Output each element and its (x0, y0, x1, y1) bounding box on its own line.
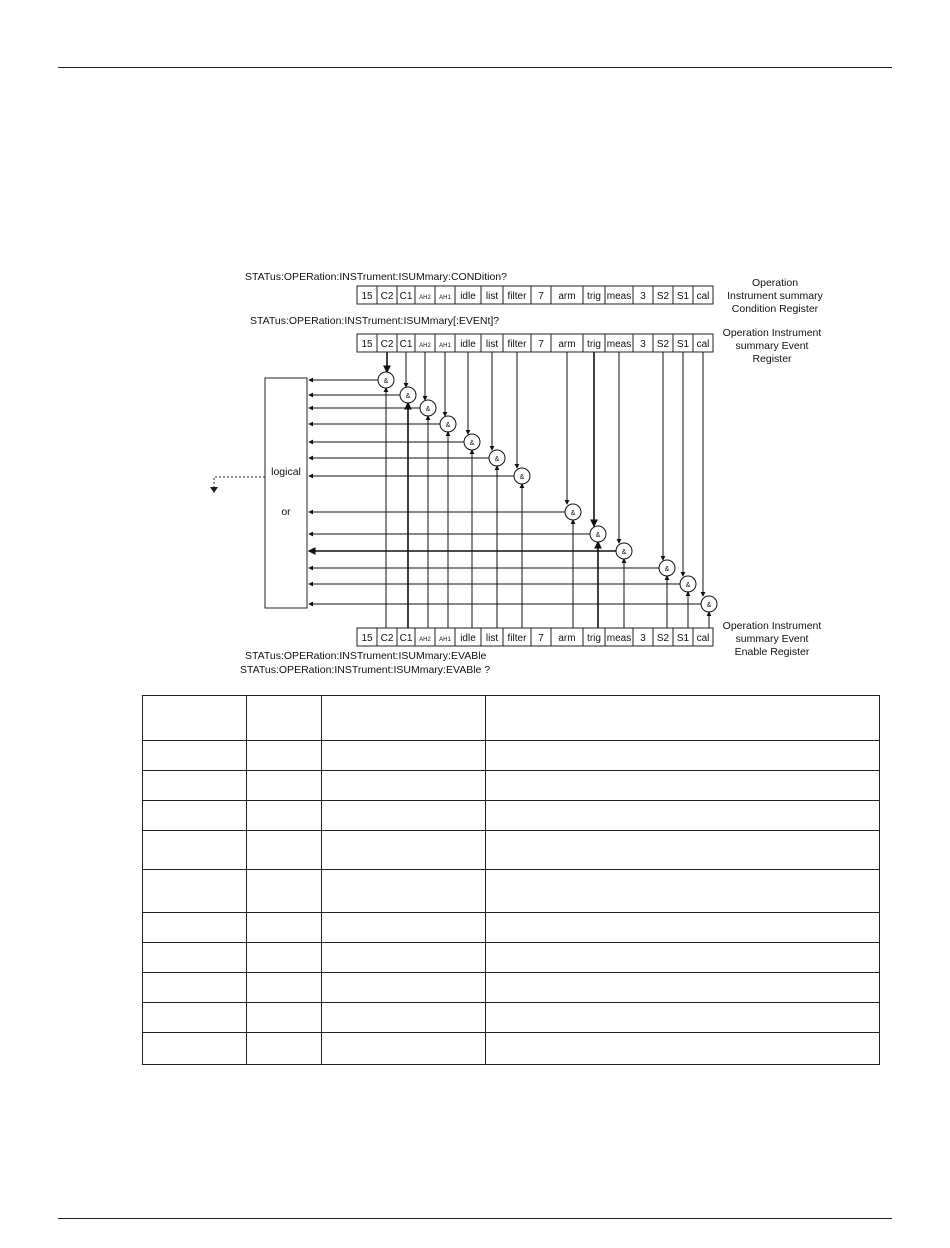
summary-output-line (214, 477, 265, 488)
condition-query-text: STATus:OPERation:INSTrument:ISUMmary:CONDition? (245, 271, 507, 283)
bit-label: 7 (538, 339, 544, 350)
bit-label: C2 (380, 291, 394, 302)
bit-label: 3 (640, 291, 646, 302)
bit-label: 15 (361, 633, 373, 644)
table-cell (143, 1033, 247, 1065)
condition-register-bit-5 (455, 286, 481, 304)
and-symbol: & (706, 602, 712, 609)
bit-label: arm (558, 291, 576, 302)
table-header-row (143, 696, 880, 741)
bit-label: C2 (380, 633, 394, 644)
enable-register-bit-11 (605, 628, 633, 646)
bit-label: 7 (538, 291, 544, 302)
bit-label: cal (696, 291, 710, 302)
bit-label: C1 (399, 291, 413, 302)
and-gates (378, 372, 717, 612)
bit-label: cal (696, 339, 710, 350)
bit-label: arm (558, 633, 576, 644)
table-cell (247, 801, 322, 831)
event-register-bit-8 (531, 334, 551, 352)
table-cell (143, 696, 247, 741)
event-register-bit-13 (653, 334, 673, 352)
and-symbol: & (595, 532, 601, 539)
bit-label: trig (587, 339, 601, 350)
condition-register-bit-1 (377, 286, 397, 304)
event-register-bit-4 (435, 334, 455, 352)
and-gate-S1 (680, 576, 696, 592)
table-cell (486, 870, 880, 913)
condition-register-bit-7 (503, 286, 531, 304)
bit-label: AH1 (439, 295, 451, 301)
table-cell (143, 870, 247, 913)
table-cell (322, 741, 486, 771)
event-register-bit-6 (481, 334, 503, 352)
enable-register-bit-10 (583, 628, 605, 646)
event-register-bit-11 (605, 334, 633, 352)
table-cell (143, 1003, 247, 1033)
table-cell (143, 943, 247, 973)
condition-register-bit-10 (583, 286, 605, 304)
condition-register-bit-12 (633, 286, 653, 304)
table-cell (322, 1033, 486, 1065)
bit-label: 15 (361, 339, 373, 350)
bit-label: C2 (380, 339, 394, 350)
table-row (143, 741, 880, 771)
enable-register-bit-7 (503, 628, 531, 646)
bit-label: arm (558, 339, 576, 350)
logical-or-block (265, 378, 307, 608)
table-cell (247, 1033, 322, 1065)
bit-label: AH2 (419, 637, 431, 643)
table-cell (486, 771, 880, 801)
and-symbol: & (570, 510, 576, 517)
condition-register-bit-6 (481, 286, 503, 304)
and-gate-idle (464, 434, 480, 450)
enable-query-text: STATus:OPERation:INSTrument:ISUMmary:EVABle ? (240, 664, 491, 676)
registers (357, 286, 713, 646)
and-gate-filter (514, 468, 530, 484)
table-cell (143, 801, 247, 831)
and-gate-meas (616, 543, 632, 559)
table-cell (486, 913, 880, 943)
condition-register-bit-15 (693, 286, 713, 304)
table-cell (486, 741, 880, 771)
bit-label: C1 (399, 339, 413, 350)
bit-label: S1 (676, 633, 690, 644)
enable-register-label-3: Enable Register (734, 646, 810, 658)
event-register-bit-9 (551, 334, 583, 352)
enable-register-bit-1 (377, 628, 397, 646)
bit-label: list (485, 633, 499, 644)
and-symbol: & (383, 378, 389, 385)
bit-label: meas (606, 633, 632, 644)
condition-register-bit-14 (673, 286, 693, 304)
bit-label: 3 (640, 339, 646, 350)
and-gate-cal (701, 596, 717, 612)
bit-label: list (485, 291, 499, 302)
bit-label: S1 (676, 291, 690, 302)
bit-label: idle (460, 339, 476, 350)
bit-label: trig (587, 291, 601, 302)
and-symbol: & (425, 406, 431, 413)
table-cell (486, 973, 880, 1003)
footer-rule (58, 1218, 892, 1219)
condition-register-label: Operation (751, 277, 799, 289)
condition-register-bit-0 (357, 286, 377, 304)
condition-register-bit-2 (397, 286, 415, 304)
bit-label: C1 (399, 633, 413, 644)
table-row (143, 1003, 880, 1033)
table-cell (486, 1003, 880, 1033)
enable-register-bit-13 (653, 628, 673, 646)
table-cell (247, 696, 322, 741)
and-symbol: & (519, 474, 525, 481)
table-cell (247, 771, 322, 801)
table-cell (247, 1003, 322, 1033)
condition-register (357, 286, 713, 304)
table-cell (247, 913, 322, 943)
signal-wires (309, 352, 709, 628)
bit-table (142, 695, 880, 1065)
table-cell (143, 973, 247, 1003)
condition-register-label-2: Instrument summary (727, 290, 823, 302)
event-register-bit-14 (673, 334, 693, 352)
event-register-bit-12 (633, 334, 653, 352)
enable-register-bit-4 (435, 628, 455, 646)
table-cell (143, 741, 247, 771)
table-row (143, 870, 880, 913)
table-row (143, 1033, 880, 1065)
table-row (143, 943, 880, 973)
table-cell (322, 870, 486, 913)
table-cell (143, 771, 247, 801)
table-row (143, 973, 880, 1003)
condition-register-label-3: Condition Register (731, 303, 819, 315)
bit-label: idle (460, 633, 476, 644)
event-register-bit-2 (397, 334, 415, 352)
table-cell (322, 831, 486, 870)
table-cell (322, 1003, 486, 1033)
bit-label: AH1 (439, 343, 451, 349)
table-cell (486, 801, 880, 831)
table-row (143, 913, 880, 943)
enable-register-bit-0 (357, 628, 377, 646)
bit-label: filter (507, 291, 527, 302)
table-row (143, 771, 880, 801)
bit-label: S2 (656, 291, 670, 302)
event-register-label-2: summary Event (735, 340, 809, 352)
table-cell (322, 913, 486, 943)
event-register-label: Operation Instrument (722, 327, 822, 339)
and-gate-arm (565, 504, 581, 520)
and-symbol: & (494, 456, 500, 463)
event-register-bit-3 (415, 334, 435, 352)
table-cell (322, 771, 486, 801)
table-cell (247, 831, 322, 870)
and-gate-S2 (659, 560, 675, 576)
enable-register-bit-12 (633, 628, 653, 646)
bit-label: S1 (676, 339, 690, 350)
bit-label: S2 (656, 339, 670, 350)
event-register-bit-0 (357, 334, 377, 352)
enable-register (357, 628, 713, 646)
bit-label: 15 (361, 291, 373, 302)
table-cell (322, 801, 486, 831)
table-cell (486, 1033, 880, 1065)
enable-register-bit-8 (531, 628, 551, 646)
bit-label: filter (507, 339, 527, 350)
enable-command-text: STATus:OPERation:INSTrument:ISUMmary:EVABle (245, 650, 487, 662)
table-row (143, 801, 880, 831)
condition-register-bit-4 (435, 286, 455, 304)
condition-register-bit-13 (653, 286, 673, 304)
logical-or-label-2: or (281, 506, 291, 518)
bit-label: AH2 (419, 295, 431, 301)
event-register-bit-5 (455, 334, 481, 352)
table-cell (247, 870, 322, 913)
and-gate-AH1 (440, 416, 456, 432)
enable-register-bit-2 (397, 628, 415, 646)
event-register-bit-1 (377, 334, 397, 352)
enable-register-bit-6 (481, 628, 503, 646)
table-cell (486, 831, 880, 870)
and-gate-trig (590, 526, 606, 542)
table-row (143, 831, 880, 870)
event-query-text: STATus:OPERation:INSTrument:ISUMmary[:EVENt]? (250, 315, 500, 327)
bit-label: 3 (640, 633, 646, 644)
bit-label: AH1 (439, 637, 451, 643)
bit-label: AH2 (419, 343, 431, 349)
bit-label: cal (696, 633, 710, 644)
enable-register-bit-5 (455, 628, 481, 646)
enable-register-bit-15 (693, 628, 713, 646)
and-symbol: & (685, 582, 691, 589)
condition-register-bit-8 (531, 286, 551, 304)
bit-label: filter (507, 633, 527, 644)
table-cell (143, 913, 247, 943)
enable-register-bit-3 (415, 628, 435, 646)
event-register (357, 334, 713, 352)
table-cell (247, 943, 322, 973)
enable-register-label: Operation Instrument (722, 620, 822, 632)
and-symbol: & (469, 440, 475, 447)
table-cell (486, 943, 880, 973)
condition-register-bit-9 (551, 286, 583, 304)
table-cell (486, 696, 880, 741)
and-gate-AH2 (420, 400, 436, 416)
event-register-bit-10 (583, 334, 605, 352)
table-cell (322, 943, 486, 973)
bit-label: meas (606, 339, 632, 350)
event-register-bit-15 (693, 334, 713, 352)
table-cell (247, 973, 322, 1003)
summary-output-arrow (210, 487, 218, 493)
bit-label: S2 (656, 633, 670, 644)
and-symbol: & (445, 422, 451, 429)
bit-label: idle (460, 291, 476, 302)
condition-register-bit-11 (605, 286, 633, 304)
and-symbol: & (405, 393, 411, 400)
and-gate-C2 (378, 372, 394, 388)
logical-or-label: logical (271, 466, 301, 478)
bit-label: 7 (538, 633, 544, 644)
and-symbol: & (664, 566, 670, 573)
bit-label: list (485, 339, 499, 350)
enable-register-bit-14 (673, 628, 693, 646)
table-cell (143, 831, 247, 870)
event-register-bit-7 (503, 334, 531, 352)
bit-label: meas (606, 291, 632, 302)
and-symbol: & (621, 549, 627, 556)
condition-register-bit-3 (415, 286, 435, 304)
event-register-label-3: Register (752, 353, 792, 365)
table-cell (322, 973, 486, 1003)
bit-label: trig (587, 633, 601, 644)
enable-register-bit-9 (551, 628, 583, 646)
table-cell (247, 741, 322, 771)
and-gate-C1 (400, 387, 416, 403)
and-gate-list (489, 450, 505, 466)
enable-register-label-2: summary Event (735, 633, 809, 645)
table-cell (322, 696, 486, 741)
